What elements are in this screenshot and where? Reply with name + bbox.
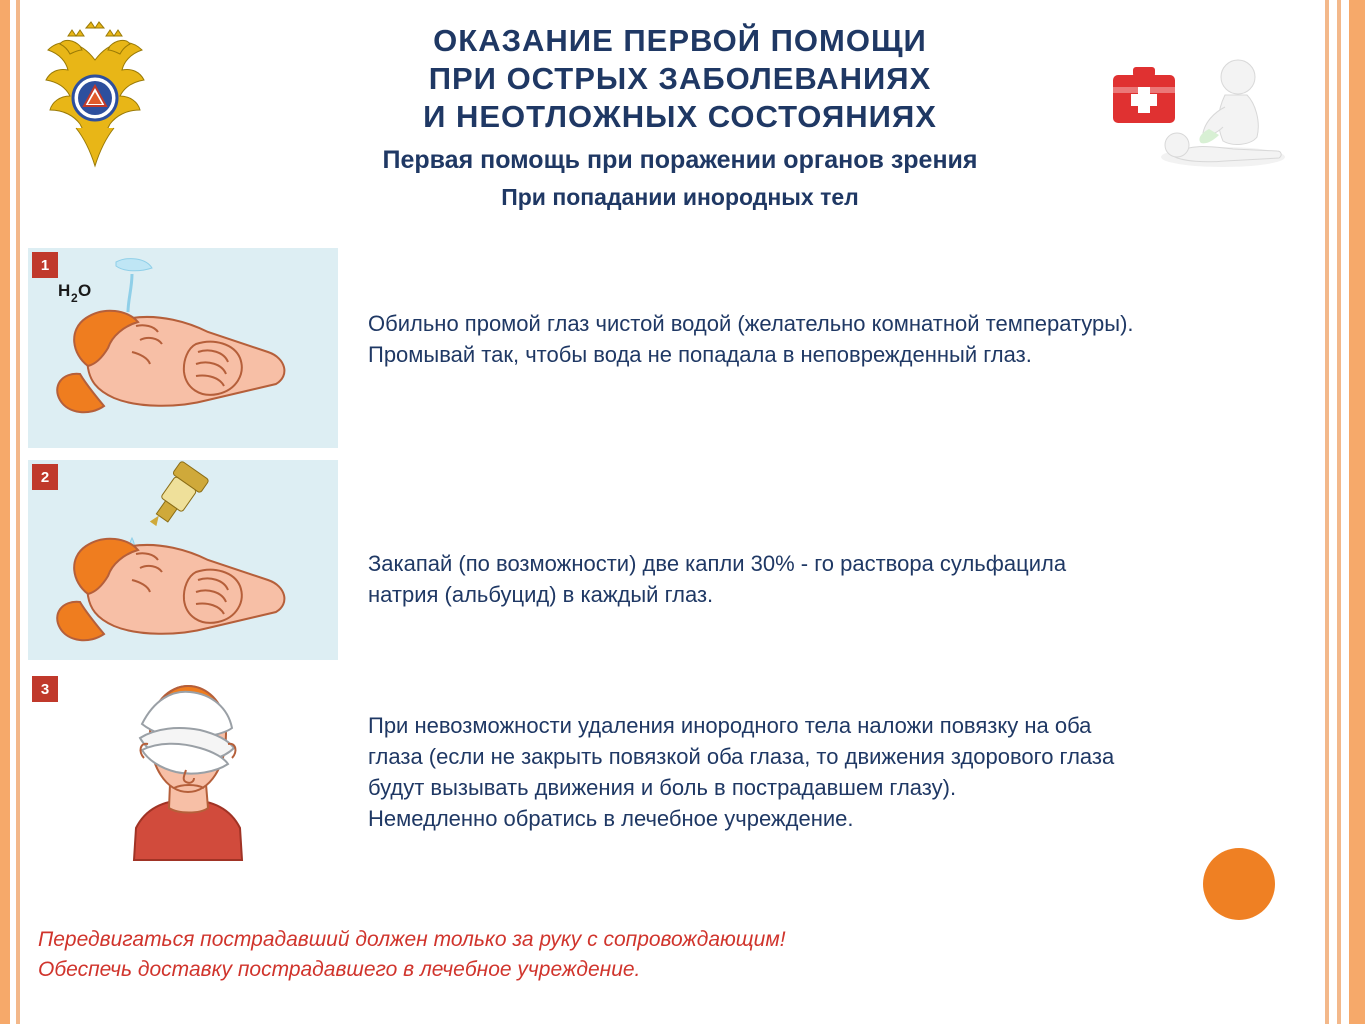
step-3-figure xyxy=(28,672,338,862)
step-3-text-line-3: будут вызывать движения и боль в пострадавшем глазу). xyxy=(368,775,957,800)
step-3-text-line-2: глаза (если не закрыть повязкой оба глаза, то движения здорового глаза xyxy=(368,744,1115,769)
svg-text:2: 2 xyxy=(71,291,78,305)
footer-warning-line-2: Обеспечь доставку пострадавшего в лечебное учреждение. xyxy=(38,958,641,981)
step-1-text xyxy=(338,248,1318,370)
decorative-stripe-right-gap xyxy=(1341,0,1349,1024)
svg-text:H: H xyxy=(58,281,71,300)
page-title-line-3: И НЕОТЛОЖНЫХ СОСТОЯНИЯХ xyxy=(423,99,937,134)
decorative-stripe-left-inner xyxy=(16,0,20,1024)
step-2-text xyxy=(338,460,1318,610)
footer-warning xyxy=(38,925,1188,985)
page-subtitle-primary: Первая помощь при поражении органов зрения xyxy=(382,146,978,174)
decorative-stripe-right-extra xyxy=(1325,0,1329,1024)
page-title xyxy=(230,22,1130,136)
step-item xyxy=(28,672,1318,862)
svg-text:O: O xyxy=(78,281,92,300)
decorative-stripe-right-outer xyxy=(1349,0,1365,1024)
step-1-badge: 1 xyxy=(32,252,58,278)
page-subtitle-secondary: При попадании инородных тел xyxy=(501,184,859,210)
step-1-text-line-2: Промывай так, чтобы вода не попадала в неповрежденный глаз. xyxy=(368,342,1032,367)
step-3-badge: 3 xyxy=(32,676,58,702)
step-3-text-line-4: Немедленно обратись в лечебное учреждение. xyxy=(368,806,854,831)
step-2-text-line-1: Закапай (по возможности) две капли 30% - го раствора сульфацила xyxy=(368,551,1067,576)
steps-list xyxy=(28,248,1318,874)
step-1-figure xyxy=(28,248,338,448)
title-block xyxy=(230,22,1130,211)
decorative-stripe-left-outer xyxy=(0,0,10,1024)
emercom-emblem-icon xyxy=(40,20,150,180)
page-title-line-1: ОКАЗАНИЕ ПЕРВОЙ ПОМОЩИ xyxy=(433,23,927,58)
step-2-text-line-2: натрия (альбуцид) в каждый глаз. xyxy=(368,582,714,607)
step-3-text xyxy=(338,672,1318,834)
step-2-badge: 2 xyxy=(32,464,58,490)
page-title-line-2: ПРИ ОСТРЫХ ЗАБОЛЕВАНИЯХ xyxy=(428,61,932,96)
decorative-stripe-right-inner xyxy=(1337,0,1341,1024)
decorative-orange-circle xyxy=(1203,848,1275,920)
first-aid-illustration-icon xyxy=(1105,25,1285,175)
step-item xyxy=(28,460,1318,660)
step-2-figure xyxy=(28,460,338,660)
step-3-text-line-1: При невозможности удаления инородного тела наложи повязку на оба xyxy=(368,713,1092,738)
footer-warning-line-1: Передвигаться пострадавший должен только за руку с сопровождающим! xyxy=(38,928,786,951)
step-item xyxy=(28,248,1318,448)
step-1-text-line-1: Обильно промой глаз чистой водой (желательно комнатной температуры). xyxy=(368,311,1134,336)
